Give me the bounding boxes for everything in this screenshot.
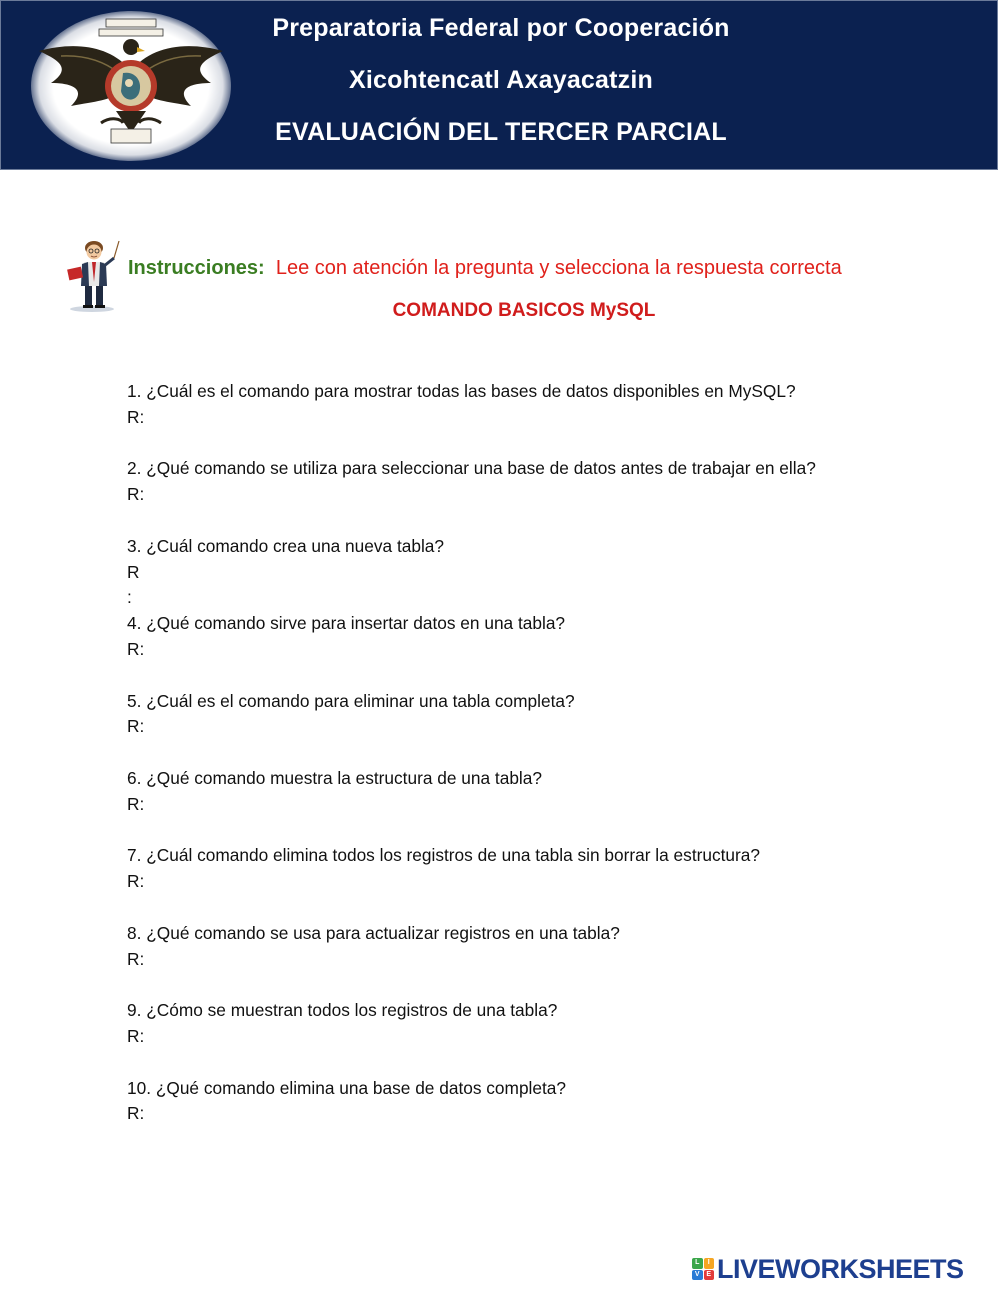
- question-text: 9. ¿Cómo se muestran todos los registros de una tabla?: [127, 1000, 558, 1021]
- instructions: [128, 257, 842, 280]
- header-banner: [0, 0, 998, 170]
- question-text: 1. ¿Cuál es el comando para mostrar todas las bases de datos disponibles en MySQL?: [127, 381, 796, 401]
- answer-field[interactable]: R:: [127, 948, 145, 969]
- answer-field[interactable]: R:: [127, 406, 145, 427]
- answer-field[interactable]: R: [127, 561, 140, 582]
- answer-field[interactable]: R:: [127, 1103, 145, 1124]
- instructions-label: Instrucciones:: [128, 257, 265, 279]
- liveworksheets-grid-icon: [692, 1258, 714, 1280]
- question-text: 8. ¿Qué comando se usa para actualizar registros en una tabla?: [127, 922, 620, 943]
- question-list: [127, 379, 857, 1127]
- question-3: [127, 534, 857, 611]
- school-name-line1: Preparatoria Federal por Cooperación: [272, 14, 730, 42]
- question-6: [127, 766, 857, 818]
- liveworksheets-logo[interactable]: [692, 1255, 964, 1283]
- question-text: 5. ¿Cuál es el comando para eliminar una tabla completa?: [127, 690, 575, 711]
- exam-title: EVALUACIÓN DEL TERCER PARCIAL: [275, 118, 727, 146]
- question-text: 6. ¿Qué comando muestra la estructura de una tabla?: [127, 767, 542, 788]
- answer-field[interactable]: R:: [127, 484, 145, 505]
- answer-field[interactable]: R:: [127, 638, 145, 659]
- answer-field[interactable]: R:: [127, 1025, 145, 1046]
- logo-letter-i: I: [704, 1258, 715, 1269]
- question-9: [127, 998, 857, 1050]
- school-name-line2: Xicohtencatl Axayacatzin: [349, 66, 653, 94]
- question-text: 3. ¿Cuál comando crea una nueva tabla?: [127, 535, 445, 556]
- question-2: [127, 456, 857, 508]
- instructions-text: Lee con atención la pregunta y selecciona la respuesta correcta: [275, 257, 842, 279]
- answer-field-continuation: :: [127, 587, 132, 608]
- question-text: 2. ¿Qué comando se utiliza para seleccionar una base de datos antes de trabajar en ella?: [127, 458, 816, 479]
- logo-letter-e: E: [704, 1270, 715, 1281]
- answer-field[interactable]: R:: [127, 793, 145, 814]
- question-5: [127, 689, 857, 741]
- logo-letter-l: L: [692, 1258, 703, 1269]
- question-4: [127, 611, 857, 663]
- question-8: [127, 921, 857, 973]
- question-text: 10. ¿Qué comando elimina una base de datos completa?: [127, 1077, 567, 1098]
- question-10: [127, 1076, 857, 1128]
- question-text: 7. ¿Cuál comando elimina todos los registros de una tabla sin borrar la estructura?: [127, 845, 761, 866]
- liveworksheets-brand-text: LIVEWORKSHEETS: [717, 1253, 964, 1284]
- topic-subtitle: COMANDO BASICOS MySQL: [392, 300, 656, 321]
- answer-field[interactable]: R:: [127, 871, 145, 892]
- question-1: [127, 379, 857, 431]
- question-text: 4. ¿Qué comando sirve para insertar datos en una tabla?: [127, 613, 566, 634]
- answer-field[interactable]: R:: [127, 716, 145, 737]
- question-7: [127, 843, 857, 895]
- logo-letter-v: V: [692, 1270, 703, 1281]
